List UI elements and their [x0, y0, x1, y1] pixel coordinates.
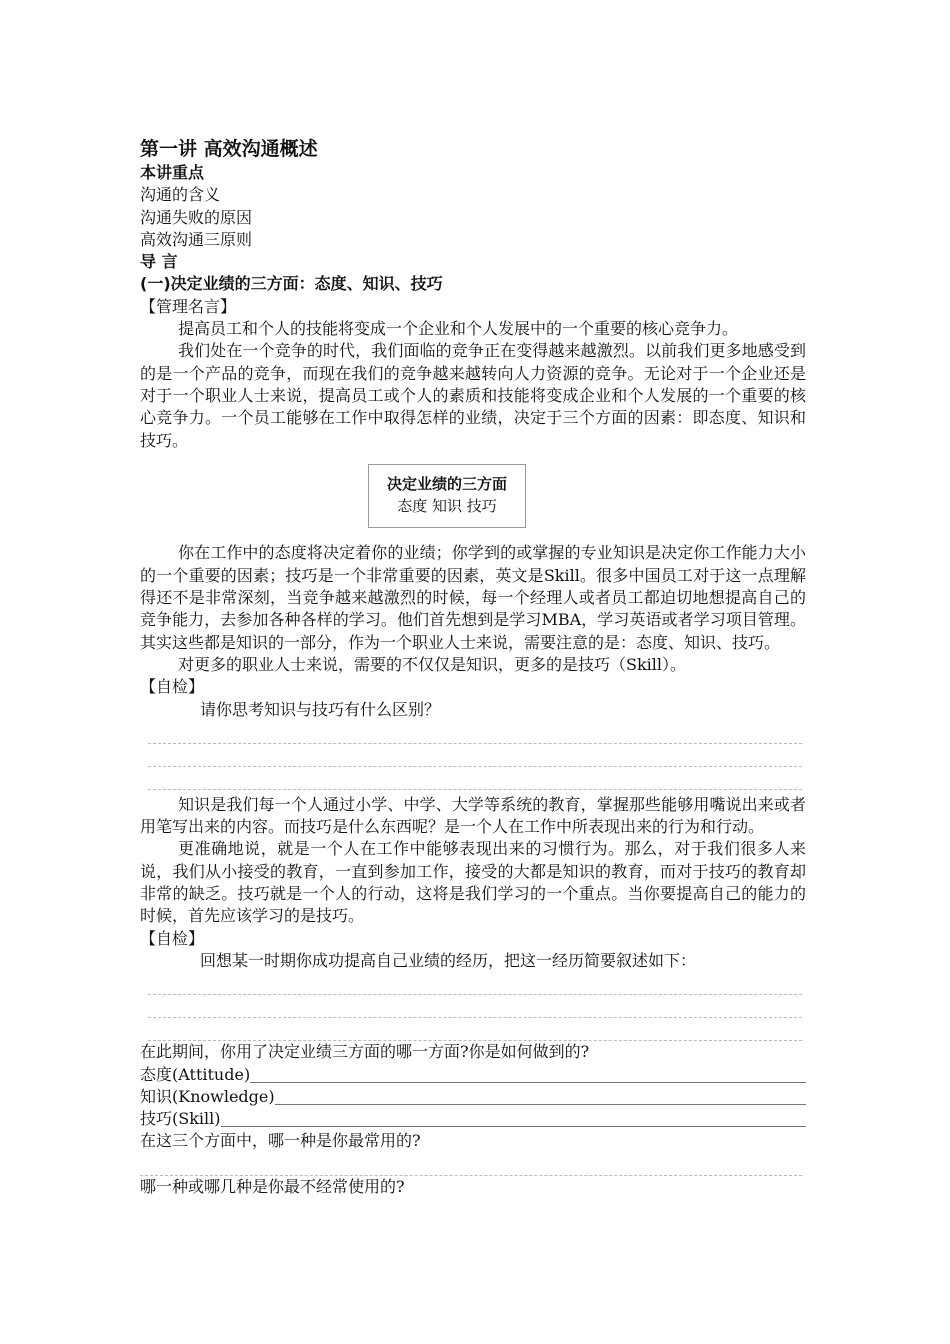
section-heading: (一)决定业绩的三方面：态度、知识、技巧 — [140, 274, 443, 294]
box-subtitle: 态度 知识 技巧 — [397, 497, 497, 516]
skill-field[interactable] — [140, 1108, 806, 1130]
paragraph: 知识是我们每一个人通过小学、中学、大学等系统的教育，掌握那些能够用嘴说出来或者用笔写出来的内容。而技巧是什么东西呢？是一个人在工作中所表现出来的行为和行动。 — [140, 794, 806, 837]
field-label: 态度(Attitude) — [140, 1064, 251, 1084]
paragraph: 对更多的职业人士来说，需要的不仅仅是知识，更多的是技巧（Skill）。 — [178, 654, 687, 674]
quote-text: 提高员工和个人的技能将变成一个企业和个人发展中的一个重要的核心竞争力。 — [178, 319, 739, 339]
question: 在这三个方面中，哪一种是你最常用的? — [140, 1131, 421, 1151]
quote-label: 【管理名言】 — [140, 296, 237, 316]
paragraph: 我们处在一个竞争的时代，我们面临的竞争正在变得越来越激烈。以前我们更多地感受到的是一个产品的竞争，而现在我们的竞争越来越转向人力资源的竞争。无论对于一个企业还是对于一个职业人士来说，提高员工或个人的素质和技能将变成企业和个人发展的一个重要的核心竞争力。一个员工能够在工作中取得怎样的业绩，决定于三个方面的因素：即态度、知识和技巧。 — [140, 341, 806, 450]
question: 回想某一时期你成功提高自己业绩的经历，把这一经历简要叙述如下： — [200, 950, 697, 970]
answer-line[interactable] — [140, 1153, 802, 1176]
fill-line[interactable] — [250, 1065, 806, 1083]
lecture-title: 第一讲 高效沟通概述 — [140, 138, 318, 160]
field-label: 技巧(Skill) — [140, 1109, 221, 1129]
focus-item: 沟通的含义 — [140, 185, 221, 205]
focus-heading: 本讲重点 — [140, 163, 205, 182]
field-label: 知识(Knowledge) — [140, 1086, 275, 1106]
answer-line[interactable] — [148, 995, 802, 1018]
box-title: 决定业绩的三方面 — [386, 474, 507, 493]
attitude-field[interactable] — [140, 1064, 806, 1086]
self-check-label: 【自检】 — [140, 928, 205, 948]
paragraph: 你在工作中的态度将决定着你的业绩；你学到的或掌握的专业知识是决定你工作能力大小的一个重要的因素；技巧是一个非常重要的因素，英文是Skill。很多中国员工对于这一点理解得还不是非常深刻，当竞争越来越激烈的时候，每一个经理人或者员工都迫切地想提高自己的竞争能力，去参加各种各样的学习。他们首先想到是学习MBA，学习英语或者学习项目管理。其实这些都是知识的一部分，作为一个职业人士来说，需要注意的是：态度、知识、技巧。 — [140, 543, 806, 652]
question: 哪一种或哪几种是你最不经常使用的? — [140, 1176, 405, 1196]
paragraph: 更准确地说，就是一个人在工作中能够表现出来的习惯行为。那么，对于我们很多人来说，我们从小接受的教育，一直到参加工作，接受的大都是知识的教育，而对于技巧的教育却非常的缺乏。技巧就是一个人的行动，这将是我们学习的一个重点。当你要提高自己的能力的时候，首先应该学习的是技巧。 — [140, 839, 806, 926]
fill-line[interactable] — [275, 1087, 806, 1105]
intro-heading: 导 言 — [140, 252, 178, 272]
answer-line[interactable] — [148, 744, 802, 767]
question: 在此期间，你用了决定业绩三方面的哪一方面?你是如何做到的? — [140, 1042, 590, 1062]
answer-line[interactable] — [148, 972, 802, 995]
answer-line[interactable] — [148, 721, 802, 744]
focus-item: 沟通失败的原因 — [140, 207, 253, 227]
three-aspects-box — [368, 464, 526, 529]
knowledge-field[interactable] — [140, 1086, 806, 1108]
document-page — [140, 136, 806, 1198]
self-check-label: 【自检】 — [140, 677, 205, 697]
answer-line[interactable] — [148, 1018, 802, 1041]
question: 请你思考知识与技巧有什么区别？ — [200, 699, 441, 719]
fill-line[interactable] — [221, 1109, 807, 1127]
focus-item: 高效沟通三原则 — [140, 229, 253, 249]
answer-line[interactable] — [148, 767, 802, 790]
